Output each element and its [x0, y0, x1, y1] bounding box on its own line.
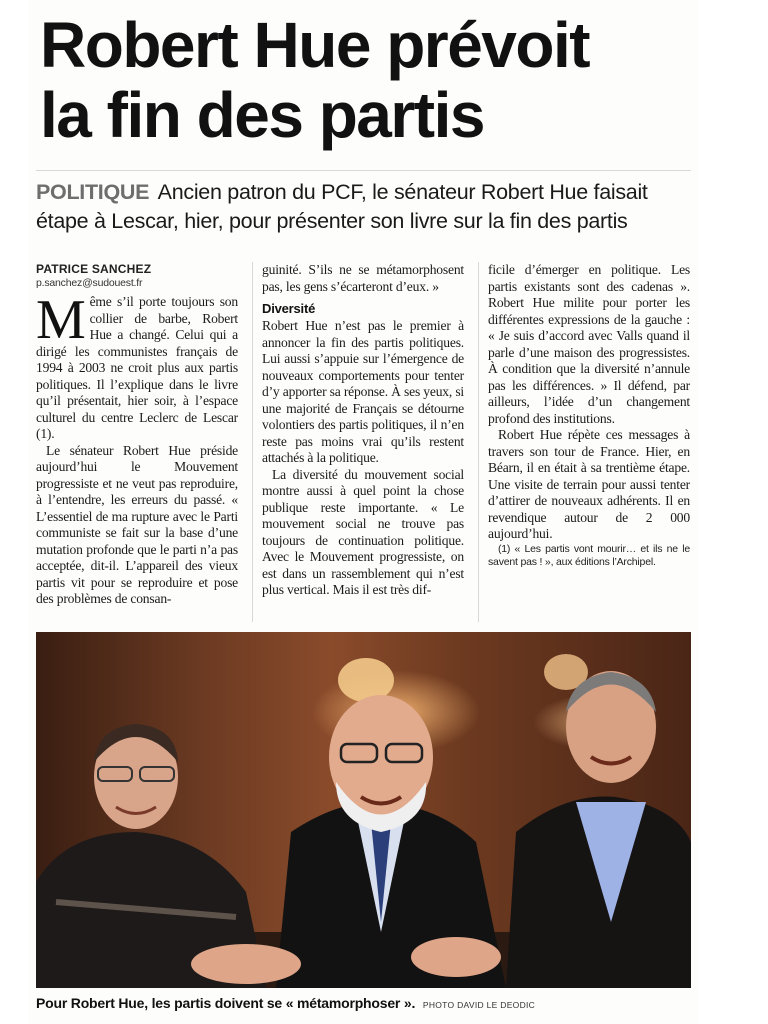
- article-photo: [36, 632, 691, 988]
- photo-caption: [36, 994, 691, 1014]
- paragraph-2: [36, 443, 238, 608]
- headline-rule: [36, 170, 691, 171]
- column-divider: [478, 262, 479, 622]
- photo-illustration: [36, 632, 691, 988]
- footnote: (1) « Les partis vont mourir… et ils ne le savent pas ! », aux éditions l’Archipel.: [488, 542, 690, 568]
- paragraph-1: [36, 289, 238, 443]
- paragraph-2-continued: [262, 262, 464, 295]
- paragraph-4-part-2: ficile d’émerger en politique. Les partis existants sont des cadenas ». Robert Hue milite pour porter les différentes expressions de la gauche : « Je suis d’accord avec Valls quand il parle d’une maison des progressistes. À condition que la diversité n’annule pas les différences. » Il défend, par ailleurs, l’idée d’un changement profond des institutions.: [488, 262, 690, 426]
- caption-text: Pour Robert Hue, les partis doivent se « métamorphoser ».: [36, 995, 416, 1011]
- section-subhead: Diversité: [262, 301, 316, 316]
- paragraph-5: Robert Hue répète ces messages à travers son tour de France. Hier, en Béarn, il en était à sa trentième étape. Une visite de terrain pour aussi tenter d’attirer de nouveaux adhérents. Il en revendique autour de 2 000 aujourd’hui.: [488, 427, 690, 541]
- kicker: POLITIQUE: [36, 180, 150, 204]
- column-divider: [252, 262, 253, 622]
- paragraph-1-text: ême s’il porte toujours son collier de barbe, Robert Hue a changé. Celui qui a dirigé les communistes français de 1994 à 2003 ne croit plus aux partis politiques. Il l’explique dans le livre qu’il présentait, hier soir, à l’espace culturel du centre Leclerc de Lescar (1).: [36, 294, 238, 441]
- author-email: p.sanchez@sudouest.fr: [36, 277, 143, 289]
- paragraph-4: [262, 467, 464, 599]
- paragraph-4-part-1: La diversité du mouvement social montre aussi à quel point la chose publique reste importante. « Le mouvement social ne trouve pas toujours de continuation politique. Avec le Mouvement progressiste, on est dans un rassemblement qui n’est plus vertical. Mais il est très dif-: [262, 466, 464, 597]
- drop-cap: M: [36, 289, 86, 351]
- text-column-2: [262, 262, 464, 599]
- deck: [36, 178, 691, 236]
- photo-credit: PHOTO DAVID LE DEODIC: [422, 1000, 536, 1010]
- text-column-1: [36, 262, 238, 608]
- deck-text: Ancien patron du PCF, le sénateur Robert Hue faisait étape à Lescar, hier, pour présenter son livre sur la fin des partis: [36, 180, 648, 233]
- headline-line-1: Robert Hue prévoit: [40, 9, 590, 81]
- text-column-3: [488, 262, 690, 569]
- paragraph-4-continued: [488, 262, 690, 427]
- author-name: PATRICE SANCHEZ: [36, 262, 152, 276]
- paragraph-2-part-2: guinité. S’ils ne se métamorphosent pas, les gens s’écarteront d’eux. »: [262, 262, 464, 294]
- headline: [40, 10, 690, 150]
- headline-line-2: la fin des partis: [40, 79, 484, 151]
- person-right: [506, 671, 691, 988]
- paragraph-2-part-1: Le sénateur Robert Hue préside aujourd’hui le Mouvement progressiste et ne veut pas reproduire, à l’entendre, les erreurs du passé. « L’essentiel de ma rupture avec le Parti communiste se fait sur la base d’une mutation profonde que le parti n’a pas acceptée, dit-il. L’appareil des vieux partis vit pour se reproduire et pose des problèmes de consan-: [36, 442, 238, 606]
- paragraph-3: Robert Hue n’est pas le premier à annoncer la fin des partis politiques. Lui aussi s’appuie sur l’émergence de nouveaux comportements pour tenter d’y apporter sa réponse. À ses yeux, si une majorité de Français se détourne volontiers des partis politiques, il n’en reste pas moins vrai qu’ils restent attachés à la politique.: [262, 318, 464, 465]
